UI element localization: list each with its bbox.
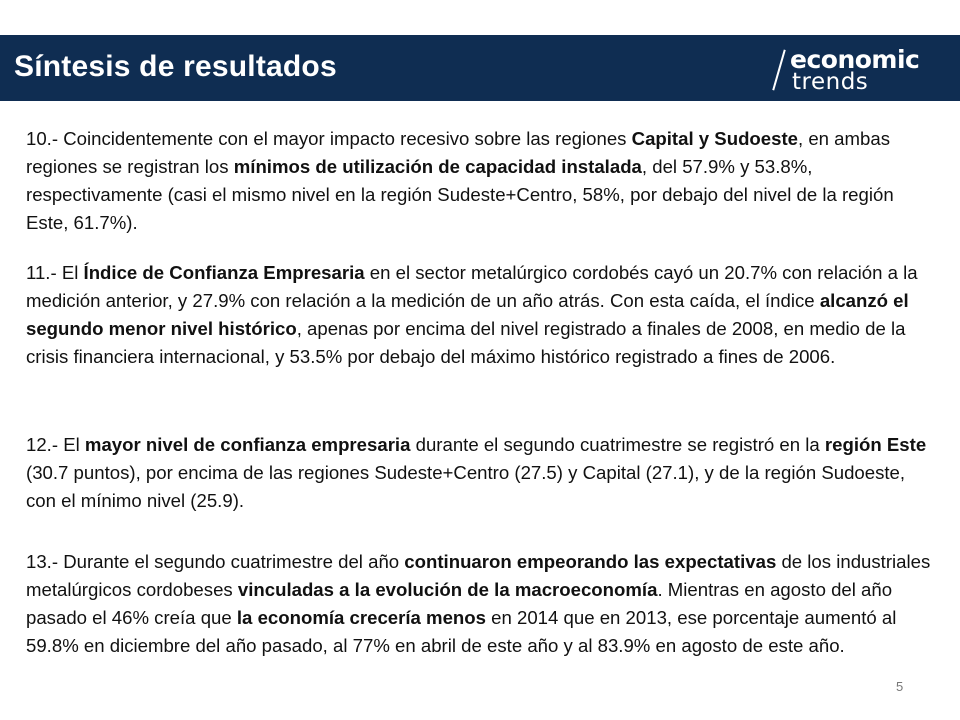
emphasis-text: Índice de Confianza Empresaria bbox=[83, 262, 365, 283]
text-segment: durante el segundo cuatrimestre se registró en la bbox=[410, 434, 825, 455]
page-title: Síntesis de resultados bbox=[14, 50, 337, 83]
text-segment: 10.- Coincidentemente con el mayor impacto recesivo sobre las regiones bbox=[26, 128, 632, 149]
emphasis-text: mínimos de utilización de capacidad instalada bbox=[233, 156, 642, 177]
emphasis-text: vinculadas a la evolución de la macroeconomía bbox=[237, 579, 658, 600]
emphasis-text: Capital y Sudoeste bbox=[631, 128, 798, 149]
text-segment: 13.- Durante el segundo cuatrimestre del año bbox=[26, 551, 405, 572]
text-segment: de los industriales metalúrgicos cordobeses bbox=[26, 551, 931, 600]
paragraph-11 bbox=[26, 259, 936, 371]
emphasis-text: mayor nivel de confianza empresaria bbox=[84, 434, 411, 455]
logo-word-trends: trends bbox=[792, 69, 869, 95]
text-segment: 12.- El bbox=[26, 434, 85, 455]
text-segment: . Mientras en agosto del año pasado el 46% creía que bbox=[26, 579, 893, 628]
text-segment: en 2014 que en 2013, ese porcentaje aumentó al 59.8% en diciembre del año pasado, al 77% en abril de este año y al 83.9% en agosto de este año. bbox=[26, 607, 897, 656]
text-segment: 11.- El bbox=[26, 262, 84, 283]
text-segment: en el sector metalúrgico cordobés cayó un 20.7% con relación a la medición anterior, y 27.9% con relación a la medición de un año atrás. Con esta caída, el índice bbox=[26, 262, 918, 311]
text-segment: , apenas por encima del nivel registrado a finales de 2008, en medio de la crisis financiera internacional, y 53.5% por debajo del máximo histórico registrado a fines de 2006. bbox=[26, 318, 906, 367]
text-segment: (30.7 puntos), por encima de las regiones Sudeste+Centro (27.5) y Capital (27.1), y de la región Sudoeste, con el mínimo nivel (25.9). bbox=[26, 462, 906, 511]
paragraph-13 bbox=[26, 548, 936, 660]
emphasis-text: continuaron empeorando las expectativas bbox=[404, 551, 777, 572]
emphasis-text: la economía crecería menos bbox=[236, 607, 486, 628]
emphasis-text: alcanzó el segundo menor nivel histórico bbox=[26, 290, 909, 339]
logo-word-economic: economic bbox=[790, 45, 920, 74]
paragraph-12 bbox=[26, 431, 936, 515]
emphasis-text: región Este bbox=[824, 434, 927, 455]
paragraph-10 bbox=[26, 125, 936, 237]
text-segment: , del 57.9% y 53.8%, respectivamente (casi el mismo nivel en la región Sudeste+Centro, 58%, por debajo del nivel de la región Este, 61.7%). bbox=[26, 156, 894, 233]
text-segment: , en ambas regiones se registran los bbox=[26, 128, 890, 177]
page-number: 5 bbox=[896, 679, 904, 694]
